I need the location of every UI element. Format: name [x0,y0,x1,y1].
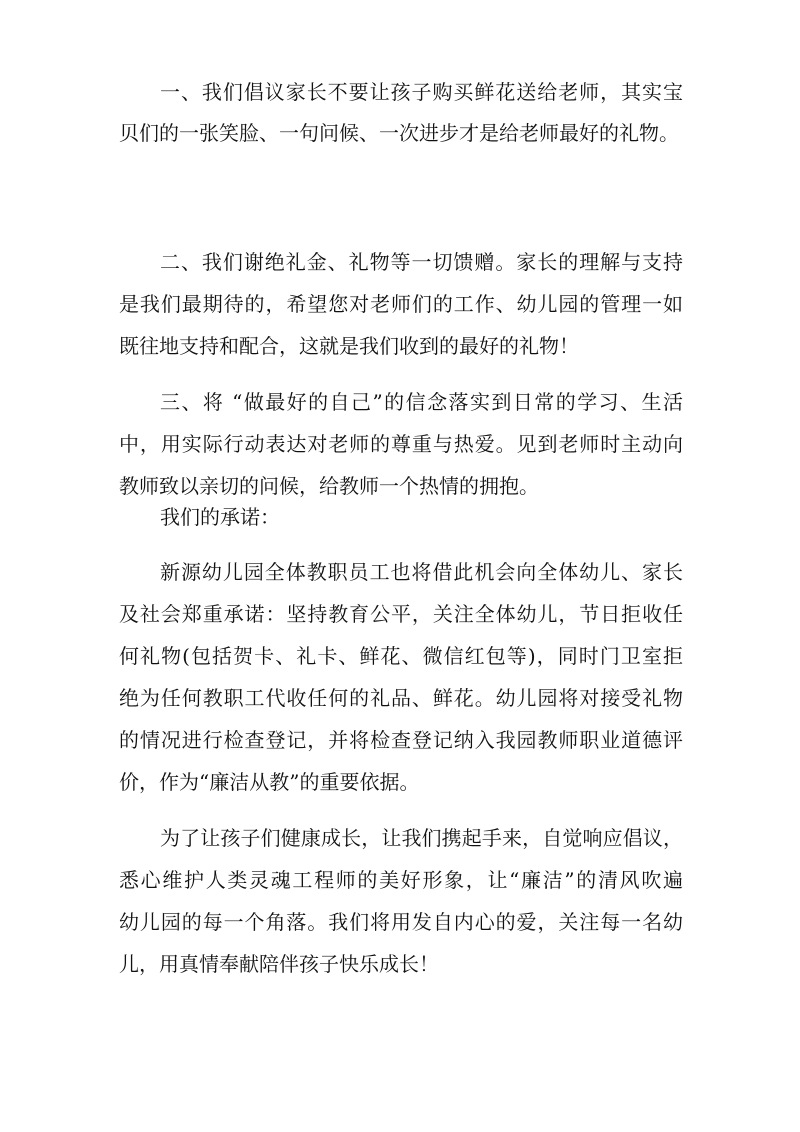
text-line: 我们的承诺： [160,505,280,529]
text-line: 何礼物(包括贺卡、礼卡、鲜花、微信红包等)，同时门卫室拒 [119,644,683,668]
text-line: 一、我们倡议家长不要让孩子购买鲜花送给老师，其实宝 [160,80,683,104]
text-line: 三、将 “做最好的自己”的信念落实到日常的学习、生活 [160,390,683,414]
text-line: 教师致以亲切的问候，给教师一个热情的拥抱。 [119,474,539,498]
text-line: 是我们最期待的，希望您对老师们的工作、幼儿园的管理一如 [119,292,683,316]
text-line: 幼儿园的每一个角落。我们将用发自内心的爱，关注每一名幼 [119,910,683,934]
text-line: 既往地支持和配合，这就是我们收到的最好的礼物！ [119,334,579,358]
text-line: 二、我们谢绝礼金、礼物等一切馈赠。家长的理解与支持 [160,250,683,274]
text-line: 贝们的一张笑脸、一句问候、一次进步才是给老师最好的礼物。 [119,121,679,145]
text-line: 为了让孩子们健康成长，让我们携起手来，自觉响应倡议， [160,826,683,850]
text-line: 的情况进行检查登记，并将检查登记纳入我园教师职业道德评 [119,728,683,752]
text-line: 价，作为“廉洁从教”的重要依据。 [119,770,420,794]
text-line: 悉心维护人类灵魂工程师的美好形象，让“廉洁”的清风吹遍 [119,868,683,892]
text-line: 中，用实际行动表达对老师的尊重与热爱。见到老师时主动向 [119,432,683,456]
text-line: 绝为任何教职工代收任何的礼品、鲜花。幼儿园将对接受礼物 [119,686,683,710]
text-line: 及社会郑重承诺：坚持教育公平，关注全体幼儿，节日拒收任 [119,602,683,626]
text-line: 新源幼儿园全体教职员工也将借此机会向全体幼儿、家长 [160,560,683,584]
text-line: 儿，用真情奉献陪伴孩子快乐成长！ [119,952,439,976]
